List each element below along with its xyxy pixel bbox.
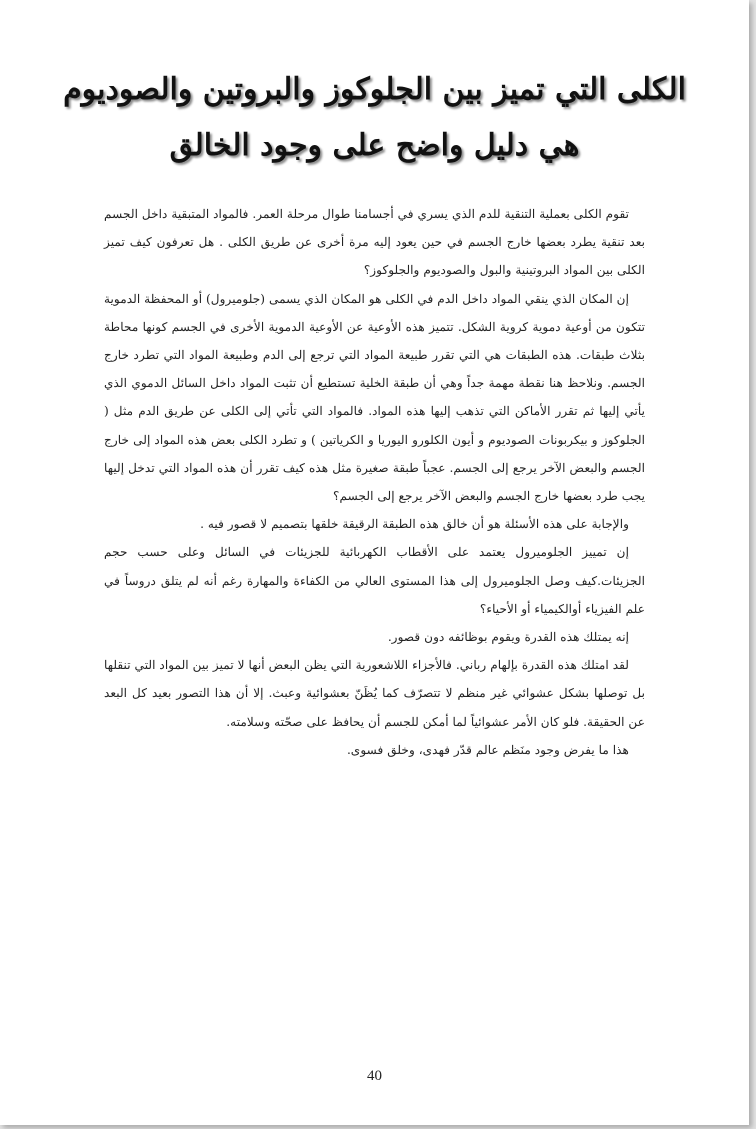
- article-body: [104, 200, 645, 764]
- paragraph-7: هذا ما يفرض وجود منَظم عالم قدّر فهدى، وخلق فسوى.: [346, 742, 629, 757]
- paragraph-2: إن المكان الذي ينقي المواد داخل الدم في الكلى هو المكان الذي يسمى (جلوميرول) أو المحفظة الدموية تتكون من أوعية دموية كروية الشكل. تتميز هذه الأوعية عن الأوعية الدموية الأخرى في الجسم كونها محاطة بثلاث طبقات. هذه الطبقات هي التي تقرر طبيعة المواد التي ترجع إلى الدم وطبيعة المواد التي تطرد خارج الجسم. ونلاحظ هنا نقطة مهمة جداً وهي أن طبقة الخلية تستطيع أن تثبت المواد داخل السائل الدموي الذي يأتي إليها ثم تقرر الأماكن التي تذهب إليها هذه المواد. فالمواد التي تأتي إلى الكلى عن طريق الدم مثل ( الجلوكوز و بيكربونات الصوديوم و أيون الكلورو اليوريا و الكرياتين ) و تطرد الكلى بعض هذه المواد إلى خارج الجسم والبعض الآخر يرجع إلى الجسم. عجباً طبقة صغيرة مثل هذه كيف تقرر أن هذه المواد التي تدخل إليها يجب طرد بعضها خارج الجسم والبعض الآخر يرجع إلى الجسم؟: [104, 291, 645, 504]
- paragraph-1: تقوم الكلى بعملية التنقية للدم الذي يسري في أجسامنا طوال مرحلة العمر. فالمواد المتبقية داخل الجسم بعد تنقية يطرد بعضها خارج الجسم في حين يعود إليه مرة أخرى عن طريق الكلى . هل تعرفون كيف تميز الكلى بين المواد البروتينية والبول والصوديوم والجلوكوز؟: [104, 207, 645, 278]
- paragraph-6: لقد امتلك هذه القدرة بإلهام رباني. فالأجزاء اللاشعورية التي يظن البعض أنها لا تميز بين المواد التي تنقلها بل توصلها بشكل عشوائي غير منظم لا تتصرّف كما يُظَنّ بعشوائية وعبث. إلا أن هذا التصور بعيد كل البعد عن الحقيقة. فلو كان الأمر عشوائياً لما أمكن للجسم أن يحافظ على صحّته وسلامته.: [104, 658, 645, 729]
- paragraph-5: إنه يمتلك هذه القدرة ويقوم بوظائفه دون قصور.: [387, 630, 629, 645]
- page-number: 40: [367, 1068, 382, 1084]
- paragraph-4: إن تمييز الجلوميرول يعتمد على الأقطاب الكهربائية للجزيئات في السائل وعلى حسب حجم الجزيئات.كيف وصل الجلوميرول إلى هذا المستوى العالي من الكفاءة والمهارة رغم أنه لم يتلق دروساً في علم الفيزياء أوالكيمياء أو الأحياء؟: [104, 545, 645, 616]
- page-title: الكلى التي تميز بين الجلوكوز والبروتين والصوديوم هي دليل واضح على وجود الخالق: [63, 72, 686, 163]
- paragraph-3: والإجابة على هذه الأسئلة هو أن خالق هذه الطبقة الرقيقة خلقها بتصميم لا قصور فيه .: [200, 517, 629, 532]
